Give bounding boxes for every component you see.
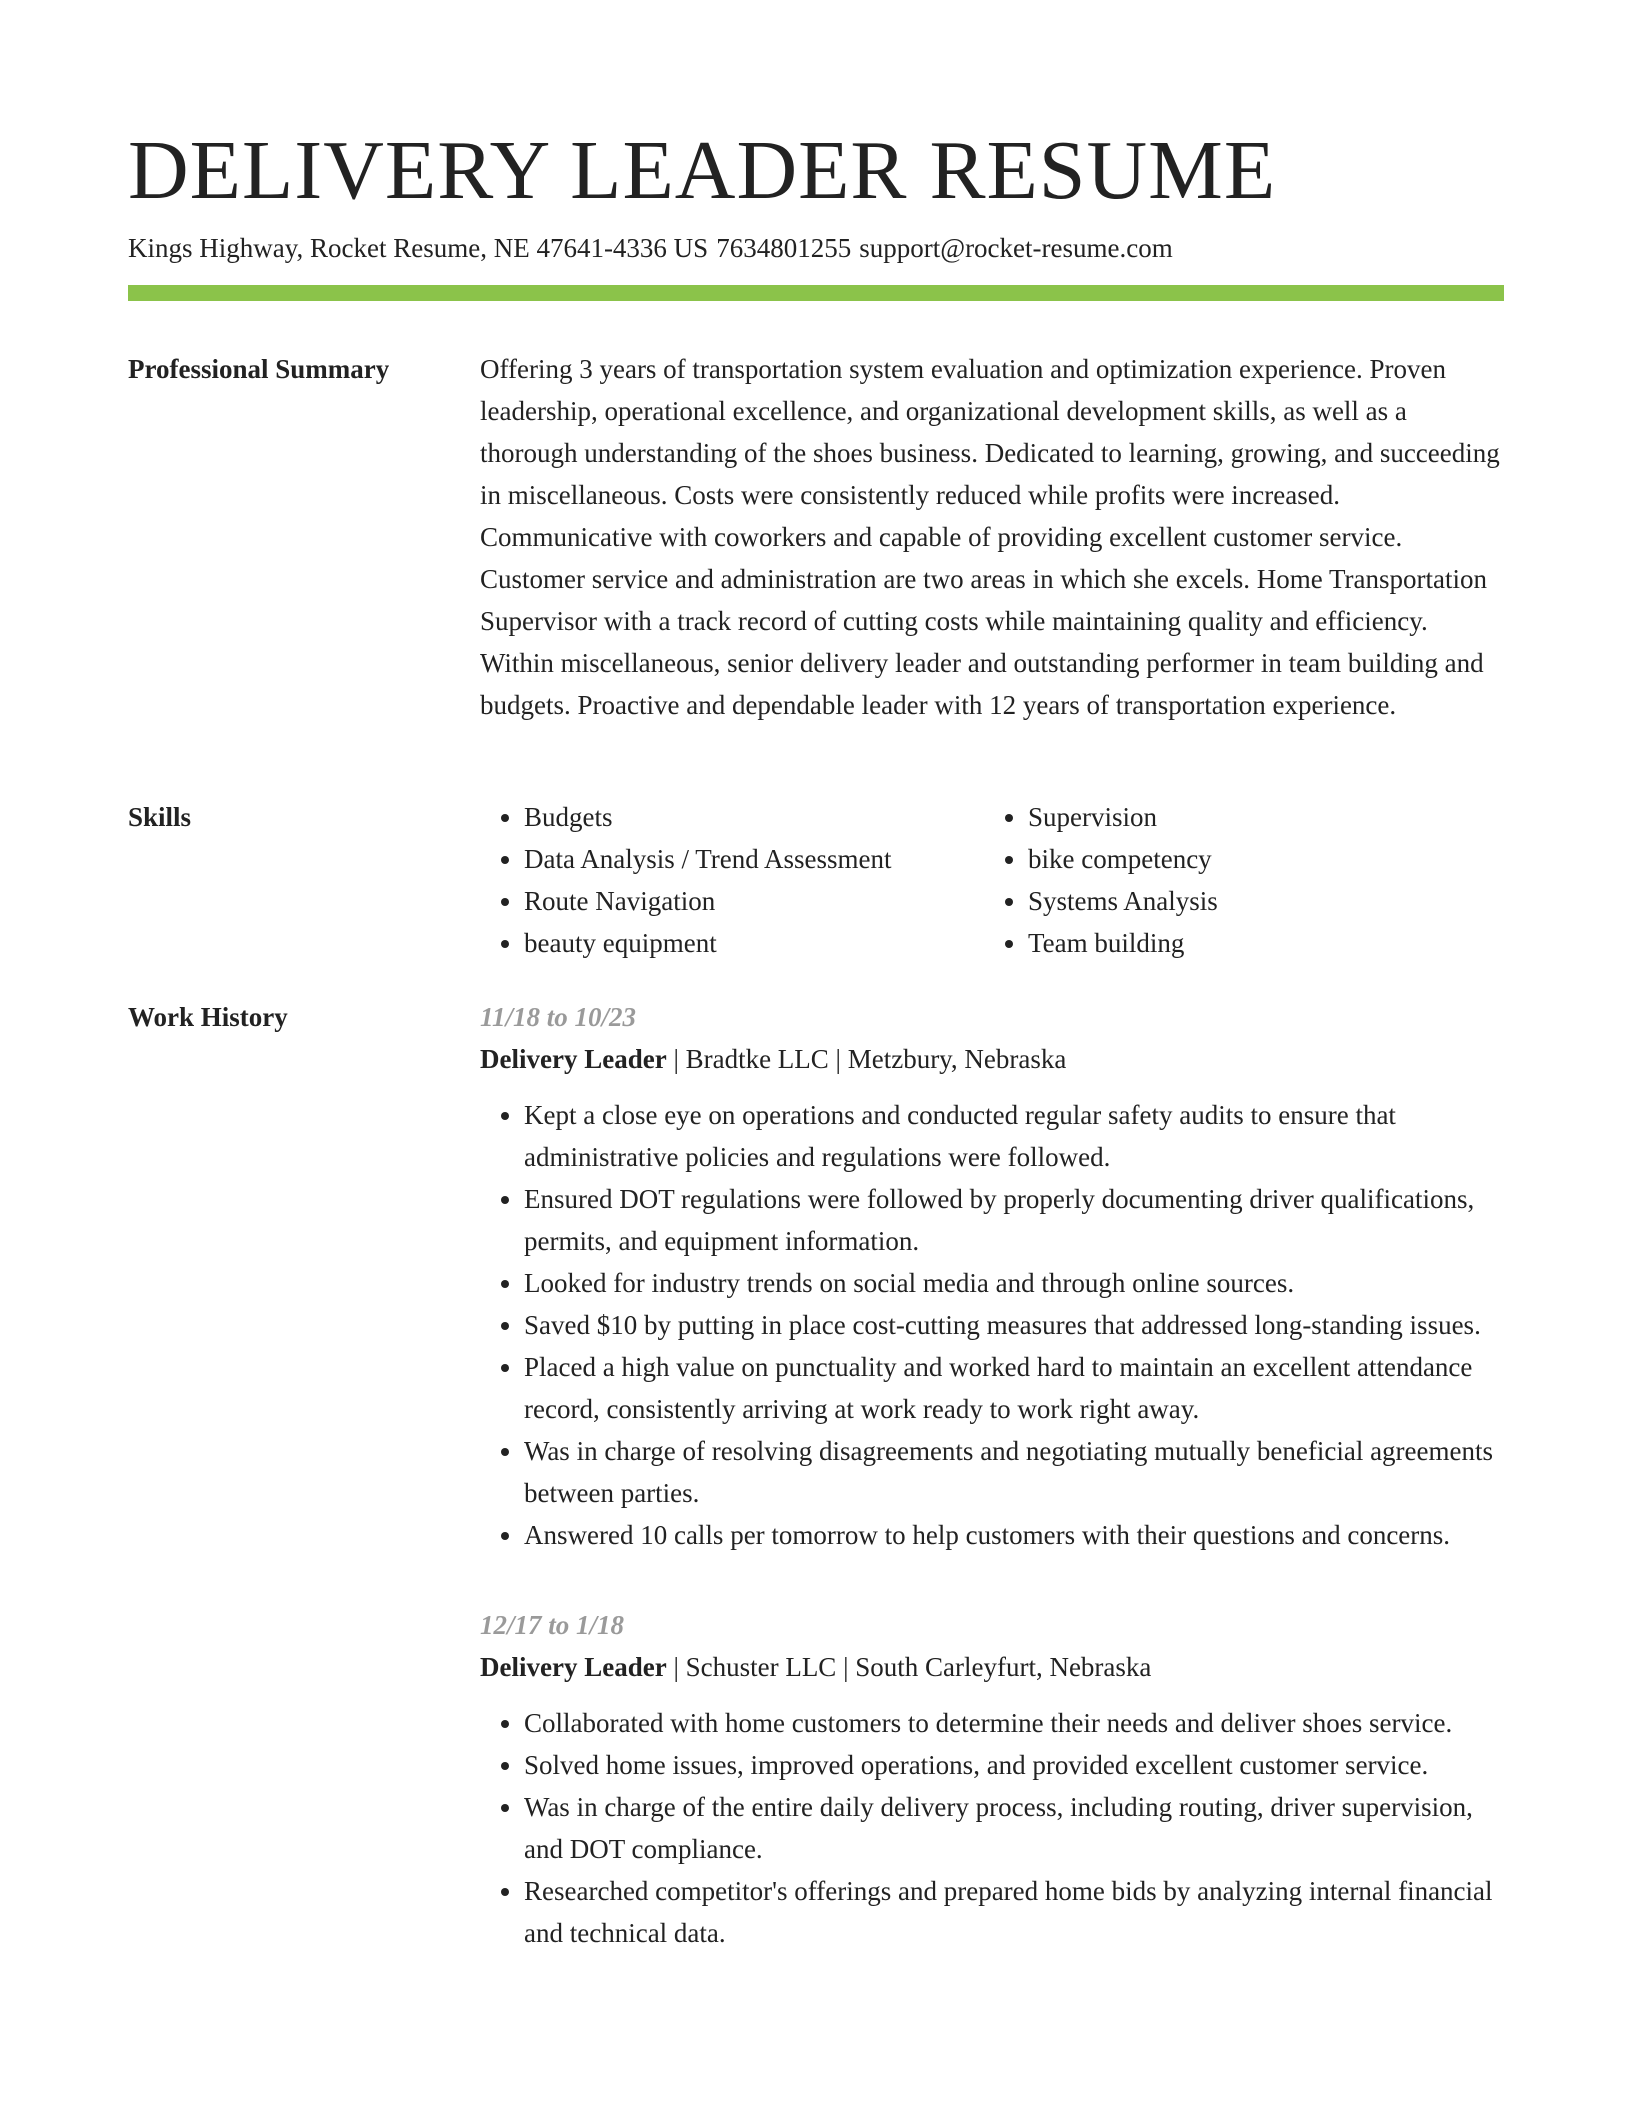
summary-text: Offering 3 years of transportation system evaluation and optimization experience. Proven leadership, operational excellence, and organizational development skills, as well as a thorough understanding of the shoes business. Dedicated to learning, growing, and succeeding in miscellaneous. Costs were consistently reduced while profits were increased. Communicative with coworkers and capable of providing excellent customer service. Customer service and administration are two areas in which she excels. Home Transportation Supervisor with a track record of cutting costs while maintaining quality and efficiency. Within miscellaneous, senior delivery leader and outstanding performer in team building and budgets. Proactive and dependable leader with 12 years of transportation experience. [480, 354, 1500, 720]
job-bullet: • Kept a close eye on operations and conducted regular safety audits to ensure that administrative policies and regulations were followed. [524, 1094, 1504, 1178]
skill-item: • Budgets [524, 796, 984, 838]
job-bullet: • Saved $10 by putting in place cost-cutting measures that addressed long-standing issues. [524, 1304, 1504, 1346]
job-bullet: • Solved home issues, improved operations, and provided excellent customer service. [524, 1744, 1504, 1786]
accent-divider [128, 285, 1504, 301]
resume-title: DELIVERY LEADER RESUME [128, 124, 1277, 217]
job-title-line [480, 1038, 1504, 1080]
job-entry [480, 996, 1504, 1556]
skill-item: • Route Navigation [524, 880, 984, 922]
contact-line [128, 230, 1181, 266]
job-bullet: • Researched competitor's offerings and prepared home bids by analyzing internal financial and technical data. [524, 1870, 1504, 1954]
contact-address: Kings Highway, Rocket Resume, NE 47641-4336 US [128, 233, 709, 263]
job-title-line [480, 1646, 1504, 1688]
skill-item: • bike competency [1028, 838, 1488, 880]
skills-list-right [984, 796, 1488, 964]
job-bullet: • Answered 10 calls per tomorrow to help customers with their questions and concerns. [524, 1514, 1504, 1556]
job-title: Delivery Leader [480, 1044, 667, 1074]
skill-item: • Team building [1028, 922, 1488, 964]
skill-item: • Supervision [1028, 796, 1488, 838]
job-bullet: • Ensured DOT regulations were followed by properly documenting driver qualifications, permits, and equipment information. [524, 1178, 1504, 1262]
job-bullets [480, 1702, 1504, 1954]
skill-item: • beauty equipment [524, 922, 984, 964]
work-history-body [480, 996, 1504, 1978]
summary-heading: Professional Summary [128, 354, 390, 384]
contact-phone: 7634801255 [716, 233, 852, 263]
job-details: | Schuster LLC | South Carleyfurt, Nebraska [666, 1652, 1152, 1682]
job-details: | Bradtke LLC | Metzbury, Nebraska [666, 1044, 1067, 1074]
job-entry [480, 1604, 1504, 1954]
job-dates: 12/17 to 1/18 [480, 1610, 625, 1640]
job-title: Delivery Leader [480, 1652, 667, 1682]
skill-item: • Systems Analysis [1028, 880, 1488, 922]
contact-email: support@rocket-resume.com [859, 233, 1173, 263]
job-bullets [480, 1094, 1504, 1556]
job-bullet: • Placed a high value on punctuality and worked hard to maintain an excellent attendance record, consistently arriving at work ready to work right away. [524, 1346, 1504, 1430]
job-bullet: • Was in charge of resolving disagreements and negotiating mutually beneficial agreements between parties. [524, 1430, 1504, 1514]
skill-item: • Data Analysis / Trend Assessment [524, 838, 984, 880]
job-bullet: • Looked for industry trends on social media and through online sources. [524, 1262, 1504, 1304]
job-dates: 11/18 to 10/23 [480, 1002, 637, 1032]
work-history-heading: Work History [128, 1002, 288, 1032]
job-bullet: • Was in charge of the entire daily delivery process, including routing, driver supervision, and DOT compliance. [524, 1786, 1504, 1870]
skills-body [480, 796, 1504, 964]
skills-heading: Skills [128, 802, 192, 832]
summary-body [480, 348, 1504, 726]
job-bullet: • Collaborated with home customers to determine their needs and deliver shoes service. [524, 1702, 1504, 1744]
skills-list-left [480, 796, 984, 964]
